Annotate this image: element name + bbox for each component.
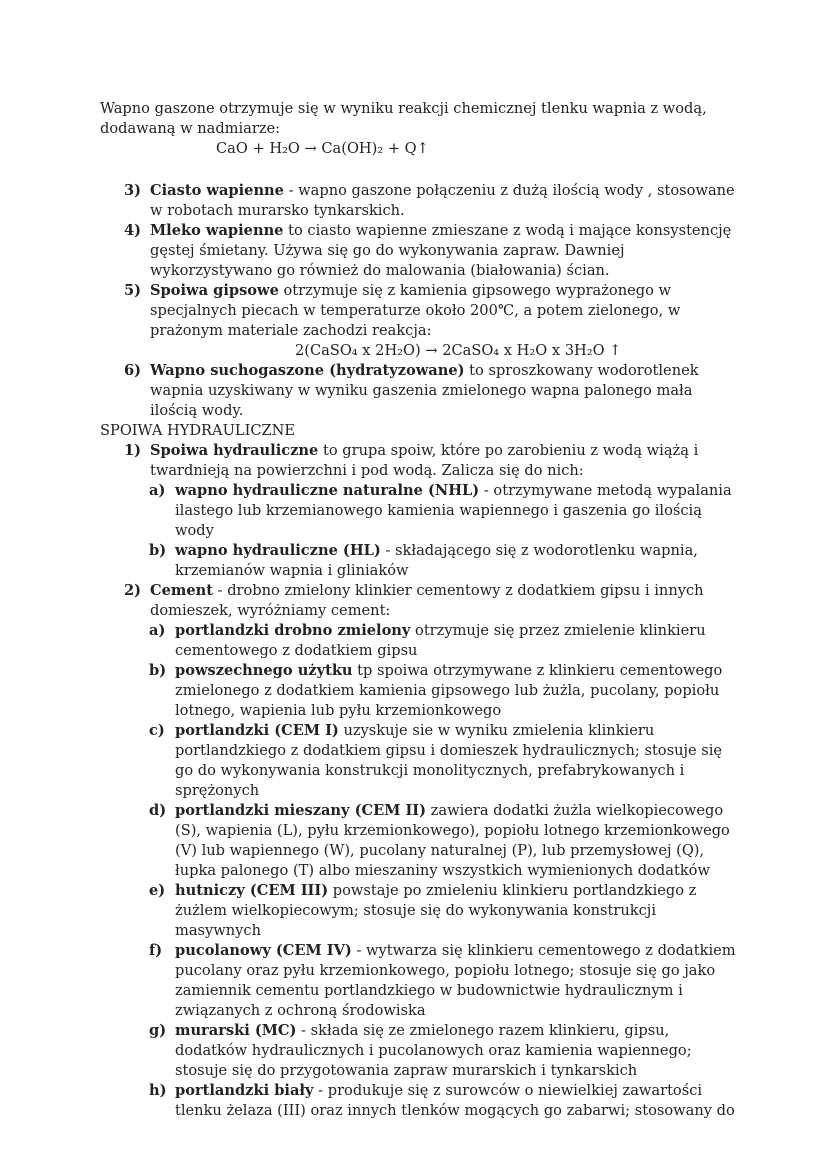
equation-slaking: CaO + H₂O → Ca(OH)₂ + Q↑ [216,140,429,157]
item-text: - produkuje się z surowców o niewielkiej zawartości tlenku żelaza (III) oraz innych tlenków mogących go zabarwi; stosowany do [175,1082,735,1119]
item-text: powstaje po zmieleniu klinkieru portlandzkiego z żużlem wielkopiecowym; stosuje się do wykonywania konstrukcji masywnych [175,882,697,939]
sub-list-item [149,541,740,581]
item-number: 2) [124,582,142,599]
item-letter: b) [149,542,167,559]
item-number: 4) [124,222,142,239]
item-term: portlandzki drobno zmielony [175,622,411,639]
item-text: uzyskuje sie w wyniku zmielenia klinkieru portlandzkiego z dodatkiem gipsu i domieszek hydraulicznych; stosuje się go do wykonywania konstrukcji monolitycznych, prefabrykowanych i sprężonych [175,722,723,799]
item-term: Ciasto wapienne [150,182,284,199]
list-item [124,361,740,421]
item-term: hutniczy (CEM III) [175,882,329,899]
item-number: 1) [124,442,142,459]
document-page [100,99,740,1121]
sub-list-item [149,881,740,941]
item-text: - składającego się z wodorotlenku wapnia, krzemianów wapnia i gliniaków [175,542,698,579]
list-item [124,581,740,621]
item-text: to sproszkowany wodorotlenek wapnia uzyskiwany w wyniku gaszenia zmielonego wapna palonego mała ilością wody. [150,362,699,419]
item-term: portlandzki biały [175,1082,314,1099]
item-text: to grupa spoiw, które po zarobieniu z wodą wiążą i twardnieją na powierzchni i pod wodą. Zalicza się do nich: [150,442,699,479]
sub-list-item [149,801,740,881]
item-term: Cement [150,582,213,599]
item-number: 6) [124,362,142,379]
item-term: Spoiwa gipsowe [150,282,279,299]
item-letter: d) [149,802,167,819]
sub-list-item [149,661,740,721]
section-heading: SPOIWA HYDRAULICZNE [100,422,296,439]
item-term: pucolanowy (CEM IV) [175,942,352,959]
item-letter: e) [149,882,166,899]
item-text: - składa się ze zmielonego razem klinkieru, gipsu, dodatków hydraulicznych i pucolanowych oraz kamienia wapiennego; stosuje się do przygotowania zapraw murarskich i tynkarskich [175,1022,692,1079]
item-text: - wytwarza się klinkieru cementowego z dodatkiem pucolany oraz pyłu krzemionkowego, popiołu lotnego; stosuje się go jako zamiennik cementu portlandzkiego w budownictwie hydraulicznym i związanych z ochroną środowiska [175,942,736,1019]
sub-list-item [149,721,740,801]
sub-list-item [149,941,740,1021]
item-text: otrzymuje się z kamienia gipsowego wyprażonego w specjalnych piecach w temperaturze około 200℃, a potem zielonego, w prażonym materiale zachodzi reakcja: [150,282,681,339]
item-term: wapno hydrauliczne naturalne (NHL) [175,482,480,499]
item-text: - otrzymywane metodą wypalania ilastego lub krzemianowego kamienia wapiennego i gaszenia go ilością wody [175,482,732,539]
sub-list-item [149,1021,740,1081]
item-number: 5) [124,282,142,299]
item-text: - wapno gaszone połączeniu z dużą ilością wody , stosowane w robotach murarsko tynkarskich. [150,182,735,219]
list-item [124,181,740,221]
list-item [124,441,740,481]
item-letter: f) [149,942,163,959]
item-term: Spoiwa hydrauliczne [150,442,319,459]
item-text: otrzymuje się przez zmielenie klinkieru cementowego z dodatkiem gipsu [175,622,706,659]
item-text: to ciasto wapienne zmieszane z wodą i mające konsystencję gęstej śmietany. Używa się go do wykonywania zapraw. Dawniej wykorzystywano go również do malowania (białowania) ścian. [150,222,732,279]
item-term: wapno hydrauliczne (HL) [175,542,381,559]
list-item [124,221,740,281]
item-text: tp spoiwa otrzymywane z klinkieru cementowego zmielonego z dodatkiem kamienia gipsowego lub żużla, pucolany, popiołu lotnego, wapienia lub pyłu krzemionkowego [175,662,723,719]
item-term: Mleko wapienne [150,222,284,239]
item-letter: g) [149,1022,167,1039]
item-term: portlandzki (CEM I) [175,722,339,739]
sub-list-item [149,621,740,661]
item-letter: c) [149,722,165,739]
item-letter: a) [149,622,166,639]
sub-list-item [149,1081,740,1121]
item-text: - drobno zmielony klinkier cementowy z dodatkiem gipsu i innych domieszek, wyróżniamy cement: [150,582,704,619]
item-term: powszechnego użytku [175,662,353,679]
item-text: zawiera dodatki żużla wielkopiecowego (S), wapienia (L), pyłu krzemionkowego), popiołu lotnego krzemionkowego (V) lub wapiennego (W), pucolany naturalnej (P), lub przemysłowej (Q), łupka palonego (T) albo mieszaniny wszystkich wymienionych dodatków [175,802,730,879]
item-letter: h) [149,1082,167,1099]
item-letter: b) [149,662,167,679]
item-letter: a) [149,482,166,499]
item-number: 3) [124,182,142,199]
item-term: portlandzki mieszany (CEM II) [175,802,427,819]
sub-list-item [149,481,740,541]
intro-paragraph: Wapno gaszone otrzymuje się w wyniku reakcji chemicznej tlenku wapnia z wodą, dodawaną w nadmiarze: [100,100,707,137]
item-term: Wapno suchogaszone (hydratyzowane) [150,362,465,379]
item-term: murarski (MC) [175,1022,297,1039]
equation-gypsum: 2(CaSO₄ x 2H₂O) → 2CaSO₄ x H₂O x 3H₂O ↑ [295,342,622,359]
list-item [124,281,740,341]
